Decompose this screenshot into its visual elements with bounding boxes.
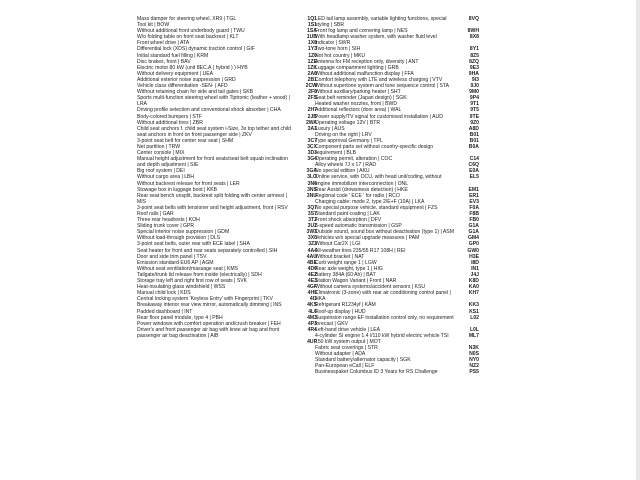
equipment-description: Roof-up display | HUD — [315, 308, 366, 315]
equipment-code: 3U2 — [307, 223, 317, 230]
equipment-code: FB0 — [469, 217, 479, 224]
equipment-code: NZ2 — [469, 363, 479, 370]
equipment-code: 3A3 — [307, 125, 317, 132]
equipment-code: 4R4 — [307, 326, 317, 333]
equipment-description: Battery 384A (60 Ah) | BAT — [315, 271, 376, 278]
equipment-description: Center console | MIX — [137, 150, 185, 157]
equipment-code: N3K — [468, 345, 479, 352]
equipment-description: Heated washer nozzles, front | BWD — [315, 101, 398, 108]
equipment-code: 9P4 — [469, 95, 479, 102]
equipment-code: 3X0 — [307, 235, 317, 242]
equipment-description: Without adapter | ADA — [315, 351, 366, 358]
equipment-code: 8WH — [467, 28, 479, 35]
equipment-code: 4GF — [307, 284, 317, 291]
equipment-description: Driving profile selection and conventional shock absorber | CHA — [137, 107, 281, 114]
equipment-description: LED tail lamp assembly, variable lighting functions, special styling | SBR — [315, 16, 448, 29]
equipment-code: 4BE — [307, 259, 317, 266]
equipment-description: Front wheel drive | ATA — [137, 40, 190, 47]
equipment-description: Without additional malfunction display | FFA — [315, 70, 414, 77]
equipment-description: Left-hand drive vehicle | LEA — [315, 326, 381, 333]
equipment-code: PS5 — [469, 369, 479, 376]
equipment-code: EL5 — [469, 174, 479, 181]
equipment-code: 8ZQ — [469, 58, 479, 65]
equipment-description: Antenna for FM reception only, diversity | ANT — [315, 58, 419, 65]
equipment-code: E0A — [469, 168, 479, 175]
equipment-code: 9HA — [468, 70, 479, 77]
equipment-code: N0S — [469, 351, 479, 358]
equipment-code: 9J0 — [470, 83, 479, 90]
equipment-description: Without auxiliary/parking heater | SHT — [315, 89, 401, 96]
equipment-description: Standard battery/alternator capacity | SGK — [315, 357, 411, 364]
equipment-row — [137, 156, 337, 168]
equipment-code: 1ZE — [307, 58, 317, 65]
equipment-description: Fabric seat coverings | STR — [315, 345, 378, 352]
equipment-description: 3-point seat belts with tensioner and height adjustment, front | RSV — [137, 204, 288, 211]
equipment-code: L0L — [469, 326, 479, 333]
equipment-description: Seat heater for front and rear seats separately controlled | SIH — [137, 247, 278, 254]
equipment-description: Manual height adjustment for front seats/seat belt squab inclination and depth adjustment | SIE — [137, 156, 290, 169]
equipment-code: 8VQ — [468, 16, 479, 22]
equipment-description: Without camera systems/accident sensors | KSU — [315, 284, 426, 291]
equipment-code: 4P3 — [307, 320, 317, 327]
equipment-row — [137, 95, 337, 107]
equipment-description: Regional code ' ECE ' for radio | RCO — [315, 192, 400, 199]
equipment-code: 2B1 — [307, 76, 317, 83]
equipment-code: NY0 — [469, 357, 479, 364]
equipment-code: 8Z5 — [470, 52, 479, 59]
equipment-code: 1ZK — [307, 64, 317, 71]
equipment-description: Component parts set without country-specific design requirement | BLB — [315, 143, 435, 157]
right-equipment-column — [315, 16, 490, 376]
equipment-code: A8D — [468, 125, 479, 132]
equipment-code: 3LO — [307, 174, 317, 181]
equipment-description: Roof rails | GAR — [137, 211, 174, 217]
equipment-code: 3GA — [306, 168, 317, 175]
equipment-description: Charging cable: mode 2, type 2/E+F (10A) | LKA — [315, 198, 425, 205]
equipment-code: GW0 — [467, 247, 479, 254]
equipment-code: 3NU — [306, 192, 317, 199]
equipment-code: 3G4 — [307, 156, 317, 163]
equipment-row — [315, 315, 490, 327]
equipment-description: Special interior noise suppression | GDM — [137, 229, 230, 236]
equipment-description: Rear axle weight, type 1 | HIG — [315, 265, 383, 272]
equipment-description: Driver's and front passenger air bag with knee air bag and front passenger air bag deactivation | AIB — [137, 326, 281, 339]
equipment-description: Standard paint coating | LAK — [315, 211, 380, 217]
equipment-description: 6-speed automatic transmission | GSP — [315, 223, 402, 230]
equipment-code: 8X8 — [469, 34, 479, 41]
equipment-code: 1Y3 — [307, 46, 317, 53]
equipment-code: KA0 — [468, 284, 479, 291]
equipment-code: 4E2 — [307, 271, 317, 278]
equipment-code: ER1 — [469, 192, 479, 199]
equipment-code: 4L6 — [308, 308, 317, 315]
equipment-code: 3W3 — [306, 229, 317, 236]
equipment-description: Heat-insulating glass windshield | WSS — [137, 284, 226, 291]
equipment-description: Three rear headrests | KOH — [137, 217, 200, 224]
equipment-description: Without additional front underbody guard | TWU — [137, 28, 245, 35]
equipment-code: 9T5 — [470, 107, 479, 114]
equipment-code: 9T1 — [470, 101, 479, 108]
equipment-description: Luggage compartment lighting | GRB — [315, 64, 399, 71]
equipment-description: With headlamp washer system, with washer fluid level indicator | SWR — [315, 34, 439, 47]
equipment-description: Stowage box in luggage boot | KKB — [137, 186, 218, 193]
equipment-row — [137, 339, 337, 345]
equipment-description: Storage tray left and right first row of seats | SVK — [137, 278, 248, 285]
equipment-description: Rear Assist (drowsiness detection) | HKE — [315, 186, 408, 193]
equipment-code: 4A4 — [307, 247, 317, 254]
equipment-description: Disc brakes, front | BAV — [137, 58, 191, 65]
equipment-code: 3Q7 — [307, 204, 317, 211]
equipment-row — [315, 369, 490, 375]
equipment-description: Driving on the right | LRV — [315, 131, 372, 138]
equipment-description: Without cargo area | LBH — [137, 174, 195, 181]
equipment-code: 3D3 — [307, 150, 317, 157]
equipment-description: Electric motor 80 kW (unit 8EC.A ( hybrid ) ) HYB — [137, 64, 248, 71]
equipment-code: 2JB — [307, 113, 317, 120]
equipment-description: Without retaining chain for side and tail gates | SKB — [137, 89, 253, 96]
equipment-description: Without backrest release for front seats | LER — [137, 180, 240, 187]
equipment-code: 3T2 — [308, 217, 317, 224]
equipment-description: Sliding trunk cover | GPR — [137, 223, 195, 230]
equipment-description: Child seat anchors f. child seat system i-Size, 3x top tether and child seat anchors in front on front passenger side | ZKV — [137, 125, 293, 138]
equipment-code: GP0 — [468, 241, 479, 248]
equipment-code: EV3 — [469, 198, 479, 205]
equipment-description: Manual child lock | KDS — [137, 290, 191, 297]
equipment-code: 4D0 — [307, 265, 317, 272]
equipment-description: No special purpose vehicle, standard equipment | FZS — [315, 204, 438, 211]
equipment-description: Rear seat bench unsplit, backrest split folding with center armrest | MIS — [137, 192, 289, 205]
equipment-code: H3E — [469, 253, 479, 260]
equipment-description: Outside sound, sound box without deactivation (type 1) | ASM — [315, 229, 454, 236]
equipment-description: Central locking system 'Keyless Entry' with Fingerprint | TKV — [137, 296, 273, 303]
equipment-code: B01 — [469, 131, 479, 138]
equipment-code: 3CX — [307, 143, 317, 150]
equipment-description: Padded dashboard | INT — [137, 308, 193, 315]
equipment-code: J4J — [470, 271, 479, 278]
equipment-code: 3N6 — [307, 180, 317, 187]
equipment-code: 1Q1 — [307, 16, 317, 22]
equipment-description: Front fog lamp and cornering lamp | NES — [315, 28, 408, 35]
equipment-description: Operating voltage 12V | BTR — [315, 119, 381, 126]
equipment-description: Seat belt reminder (Japan design) | SGK — [315, 95, 407, 102]
equipment-description: Additional reflectors (door area) | WAL — [315, 107, 402, 114]
equipment-description: Net partition | TRW — [137, 143, 181, 150]
equipment-description: Sports multi-function steering wheel with Tiptronic (leather + wood) | LRA — [137, 95, 292, 108]
equipment-description: Two-tone horn | SIH — [315, 46, 361, 53]
equipment-description: Big roof system | DEI — [137, 168, 185, 175]
equipment-description: Alloy wheels 7J x 17 | RAD — [315, 162, 377, 169]
equipment-description: Differential lock (XDS) dynamic traction control | GIF — [137, 46, 255, 53]
equipment-description: Emission standard EU6 AP | AGM — [137, 259, 214, 266]
equipment-description: Businesspaket Columbus ID 3 Years for RS Challenge — [315, 369, 438, 376]
equipment-description: Vehicle class differentiation -SEN- | AFD — [137, 83, 228, 90]
equipment-row — [137, 126, 337, 138]
equipment-code: 2F0 — [308, 89, 317, 96]
equipment-description: All-weather tires 235/55 R17 108H | REI — [315, 247, 406, 254]
equipment-code: KK3 — [468, 302, 479, 309]
equipment-code: C14 — [469, 156, 479, 163]
equipment-description: Breakaway interior rear view mirror, automatically dimming | INS — [137, 302, 282, 309]
equipment-code: 4E3 — [307, 278, 317, 285]
equipment-row — [315, 144, 490, 156]
equipment-description: Without supertone system and tone sequence control | STA — [315, 83, 450, 90]
equipment-code: 1S1 — [307, 22, 317, 29]
equipment-code: 3Z2 — [308, 241, 317, 248]
equipment-code: F0A — [469, 204, 479, 211]
page-edge-shadow — [636, 0, 640, 480]
equipment-description: Without load-through provision | DLS — [137, 235, 221, 242]
equipment-code: KS1 — [469, 308, 479, 315]
equipment-description: Without seat ventilation/massage seat | KMS — [137, 265, 238, 272]
equipment-code: I8D — [471, 259, 479, 266]
equipment-description: Operating permit, alteration | COC — [315, 156, 393, 163]
equipment-code: K8D — [468, 278, 479, 285]
equipment-code: 4AU — [306, 253, 317, 260]
equipment-code: 9I3 — [471, 76, 479, 83]
equipment-code: 9TE — [469, 113, 479, 120]
equipment-description: Mass damper for steering wheel, XR9 | TGL — [137, 16, 237, 22]
equipment-description: Power windows with comfort operation and/crush breaker | FEH — [137, 320, 281, 327]
equipment-description: Tool kit | BOW — [137, 22, 170, 29]
equipment-description: 4-cylinder SI engine 1.4 l/110 kW hybrid electric vehicle TSI 150 kW system output | MOT — [315, 332, 451, 345]
equipment-description: Initial standard fuel filling | KRM — [137, 52, 209, 59]
equipment-description: Additional exterior noise suppression | GRD — [137, 76, 236, 83]
equipment-row — [315, 34, 490, 46]
equipment-row — [137, 327, 337, 339]
equipment-code: 2CW — [305, 83, 317, 90]
equipment-row — [315, 174, 490, 186]
equipment-description: Tailgate/trunk lid release from inside (electrically) | SDH — [137, 271, 262, 278]
equipment-code: 9M0 — [469, 89, 479, 96]
equipment-code: 2FS — [307, 95, 317, 102]
equipment-description: Without bracket | NAT — [315, 253, 365, 260]
equipment-description: Front shock absorption | DFV — [315, 217, 382, 224]
equipment-code: 1UB — [306, 34, 317, 41]
equipment-code: 4UP — [307, 338, 317, 345]
equipment-row — [315, 333, 490, 345]
equipment-code: 1SA — [307, 28, 317, 35]
equipment-code: G1A — [468, 229, 479, 236]
equipment-code: 3C7 — [307, 137, 317, 144]
equipment-code: 1Z0 — [308, 52, 317, 59]
equipment-description: Without Car2X | LGI — [315, 241, 361, 248]
equipment-description: Refrigerant R1234yf | KÄM — [315, 302, 376, 309]
equipment-row — [315, 290, 490, 302]
equipment-code: F8B — [469, 211, 479, 217]
equipment-description: Curb weight range 1 | LGW — [315, 259, 377, 266]
equipment-description: No special edition | AKU — [315, 168, 370, 175]
equipment-description: Power supply/TV signal for customised installation | AUD — [315, 113, 443, 120]
equipment-description: Without additional tires | ZBR — [137, 119, 203, 126]
equipment-code: 2H7 — [307, 107, 317, 114]
equipment-description: Body-colored bumpers | STF — [137, 113, 203, 120]
equipment-code: G1A — [468, 223, 479, 230]
equipment-code: C6Q — [468, 162, 479, 169]
equipment-description: Pan-European eCall | ELF — [315, 363, 375, 370]
equipment-code: L02 — [470, 314, 479, 321]
left-equipment-column — [137, 16, 337, 345]
equipment-description: 3-point seat belt for center rear seat | SHM — [137, 137, 234, 144]
equipment-code: 9E3 — [469, 64, 479, 71]
equipment-description: Without delivery equipment | UEA — [137, 70, 214, 77]
equipment-description: Station Wagon Variant | Front | NAR — [315, 278, 397, 285]
equipment-code: 4I3 — [309, 296, 317, 303]
equipment-code: 2A0 — [307, 70, 317, 77]
equipment-description: Luxury | AUS — [315, 125, 345, 132]
equipment-code: 9Z0 — [470, 119, 479, 126]
equipment-code: KH7 — [468, 290, 479, 297]
equipment-description: Suspension range EF installation control only, no requirement forecast | GKV — [315, 314, 456, 327]
equipment-description: Not hot country | MKU — [315, 52, 366, 59]
equipment-code: 1X0 — [307, 40, 317, 47]
equipment-row — [137, 193, 337, 205]
equipment-code: 3S7 — [307, 211, 317, 217]
equipment-code: EM1 — [468, 186, 479, 193]
equipment-code: 2WA — [305, 119, 317, 126]
equipment-code: 4KS — [307, 302, 317, 309]
equipment-description: Door and side trim panel | TSV — [137, 253, 207, 260]
equipment-code: IN1 — [471, 265, 479, 272]
equipment-code: 8Y1 — [469, 46, 479, 53]
equipment-description: W/o folding table on front seat backrest | KLT — [137, 34, 239, 41]
equipment-description: Rear floor panel module, type 4 | PBH — [137, 314, 223, 321]
equipment-description: Comfort telephony with LTE and wireless charging | VTV — [315, 76, 443, 83]
equipment-description: Vehicles w/o special upgrade measures | PAM — [315, 235, 420, 242]
equipment-description: 3-point seat belts, outer rear with ECE label | SHA — [137, 241, 250, 248]
equipment-code: ML7 — [468, 332, 479, 339]
equipment-description: Online service, with OCU, with head unit/coding, without engine immobilizer interconnection | ONL — [315, 174, 443, 187]
equipment-code: B0A — [468, 143, 479, 150]
equipment-description: Climatronic (3-zone) with rear air conditioning control panel | HKA — [315, 290, 453, 303]
equipment-code: B01 — [469, 137, 479, 144]
equipment-description: Type approval Germany | TPL — [315, 137, 383, 144]
equipment-code: 4M3 — [307, 314, 317, 321]
equipment-code: 3NS — [307, 186, 317, 193]
equipment-row — [315, 16, 490, 28]
equipment-code: 4H5 — [307, 290, 317, 297]
equipment-code: GM4 — [467, 235, 479, 242]
